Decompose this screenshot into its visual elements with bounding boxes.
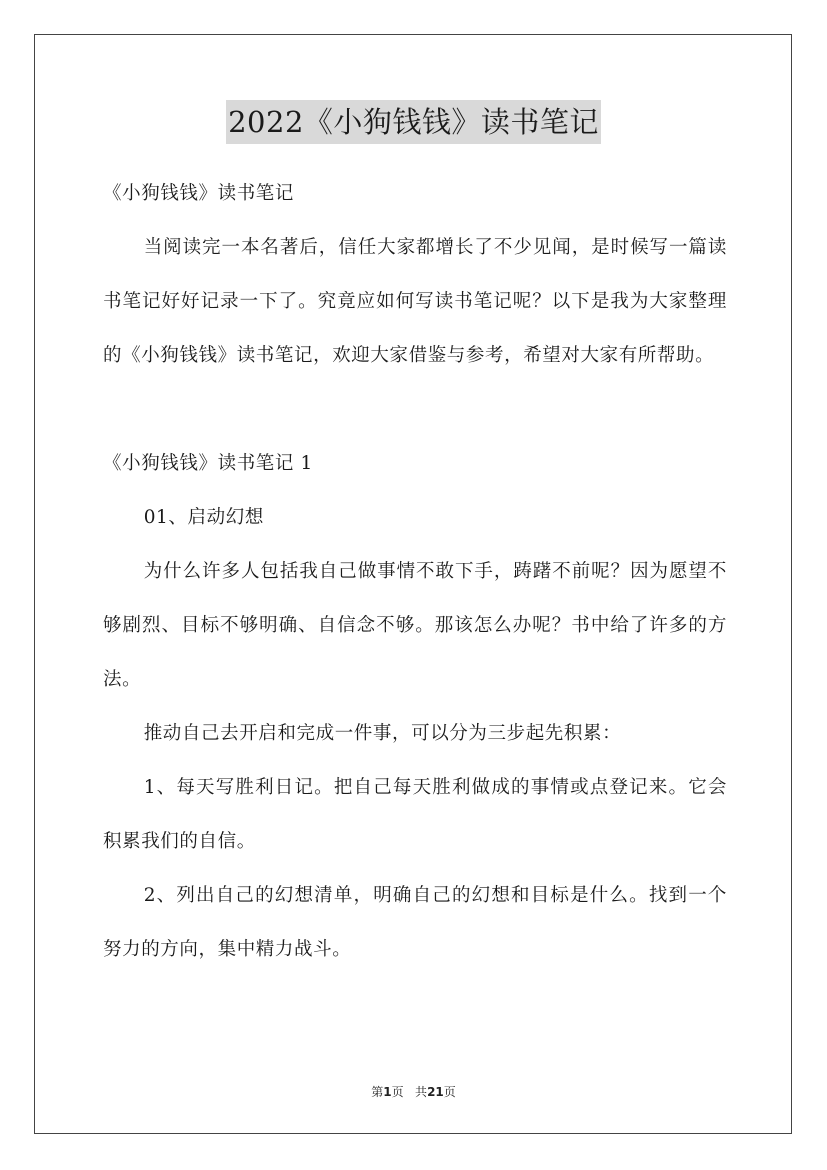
document-body <box>103 167 727 977</box>
page-number: 1 <box>383 1085 392 1099</box>
page-label-suffix: 页 <box>391 1085 404 1099</box>
total-label-prefix: 共 <box>415 1085 428 1099</box>
list-item-1: 1、每天写胜利日记。把自己每天胜利做成的事情或点登记来。它会积累我们的自信。 <box>103 777 727 852</box>
section-heading: 《小狗钱钱》读书笔记 <box>103 183 295 204</box>
total-pages: 21 <box>427 1085 444 1099</box>
section-heading-1: 《小狗钱钱》读书笔记 1 <box>103 453 313 474</box>
body-paragraph: 为什么许多人包括我自己做事情不敢下手，踌躇不前呢？因为愿望不够剧烈、目标不够明确、自信念不够。那该怎么办呢？书中给了许多的方法。 <box>103 561 727 690</box>
list-item-2: 2、列出自己的幻想清单，明确自己的幻想和目标是什么。找到一个努力的方向，集中精力战斗。 <box>103 885 727 960</box>
document-title: 2022《小狗钱钱》读书笔记 <box>226 100 601 144</box>
body-paragraph: 推动自己去开启和完成一件事，可以分为三步起先积累： <box>143 723 622 744</box>
page-label-prefix: 第 <box>371 1085 384 1099</box>
total-label-suffix: 页 <box>443 1085 456 1099</box>
page-footer <box>0 1083 827 1100</box>
intro-paragraph: 当阅读完一本名著后，信任大家都增长了不少见闻，是时候写一篇读书笔记好好记录一下了。究竟应如何写读书笔记呢？以下是我为大家整理的《小狗钱钱》读书笔记，欢迎大家借鉴与参考，希望对大家有所帮助。 <box>103 237 727 366</box>
subheading-01: 01、启动幻想 <box>143 507 264 528</box>
document-title-wrap <box>0 100 827 144</box>
paragraph-gap <box>103 383 727 437</box>
